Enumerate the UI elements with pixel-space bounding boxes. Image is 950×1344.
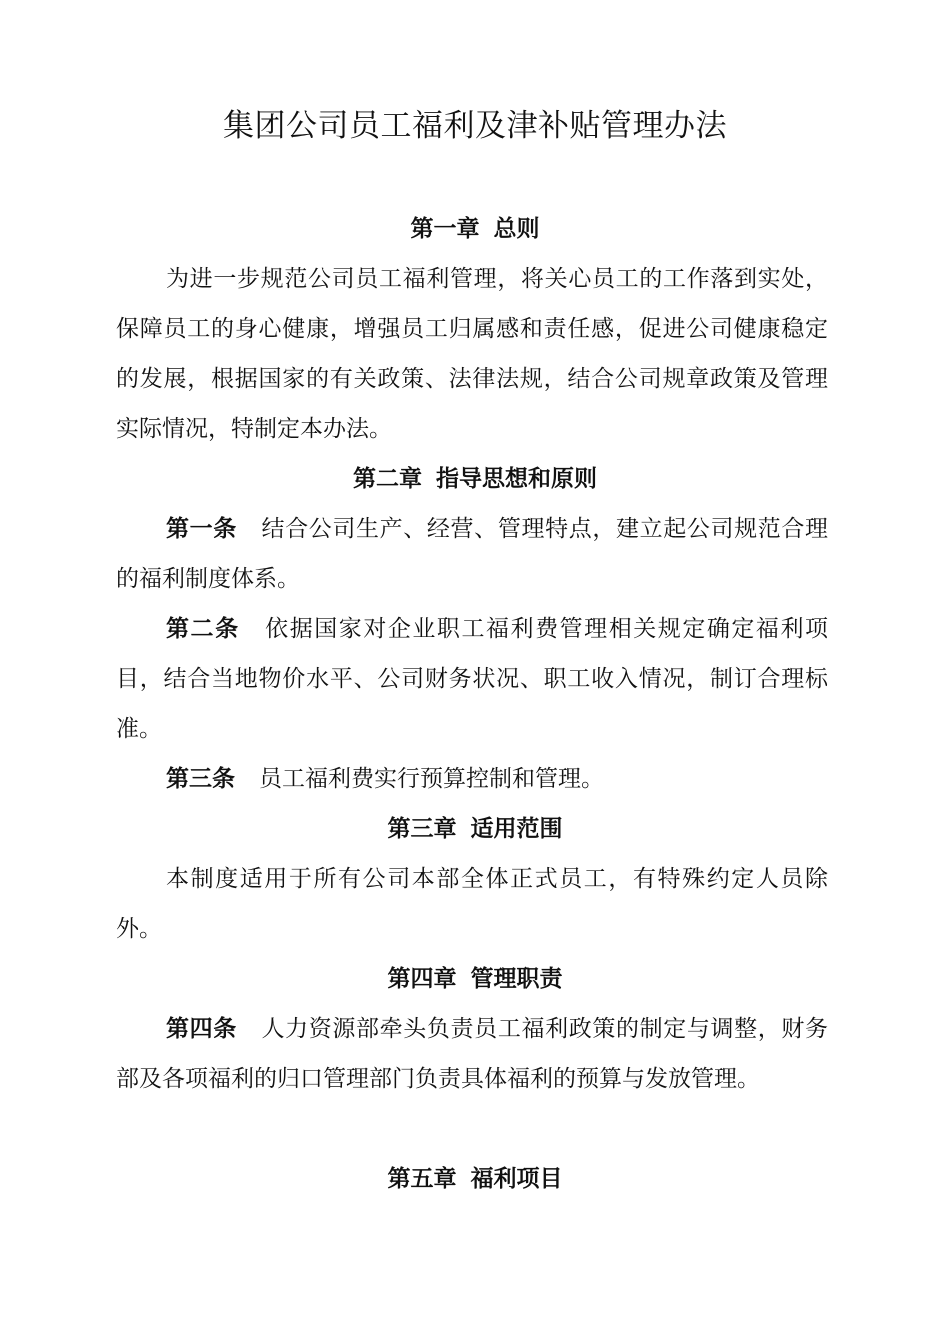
article-text: 结合公司生产、经营、管理特点，建立起公司规范合理的福利制度体系。 (116, 516, 829, 592)
article-label: 第一条 (166, 516, 237, 542)
chapter-name: 指导思想和原则 (436, 466, 597, 492)
article-label: 第三条 (166, 766, 235, 792)
chapter-number: 第一章 (410, 216, 480, 242)
article-1 (116, 504, 828, 604)
chapter-name: 总则 (493, 216, 540, 242)
chapter-2-heading (0, 454, 950, 504)
article-3 (116, 754, 828, 804)
article-text: 人力资源部牵头负责员工福利政策的制定与调整，财务部及各项福利的归口管理部门负责具体福利的预算与发放管理。 (116, 1016, 829, 1092)
chapter-3-paragraph: 本制度适用于所有公司本部全体正式员工，有特殊约定人员除外。 (116, 866, 828, 942)
chapter-name: 福利项目 (470, 1166, 563, 1192)
chapter-name: 适用范围 (470, 816, 563, 842)
chapter-number: 第五章 (387, 1166, 457, 1192)
chapter-4-heading (0, 954, 950, 1004)
article-text: 依据国家对企业职工福利费管理相关规定确定福利项目，结合当地物价水平、公司财务状况、职工收入情况，制订合理标准。 (116, 616, 829, 742)
chapter-name: 管理职责 (470, 966, 563, 992)
article-text: 员工福利费实行预算控制和管理。 (259, 766, 604, 792)
chapter-3-heading (0, 804, 950, 854)
chapter-1-heading (0, 204, 950, 254)
article-4 (116, 1004, 828, 1104)
chapter-5-heading (0, 1154, 950, 1204)
chapter-number: 第二章 (353, 466, 422, 492)
article-label: 第四条 (166, 1016, 237, 1042)
document-title: 集团公司员工福利及津补贴管理办法 (223, 108, 727, 144)
chapter-1-paragraph: 为进一步规范公司员工福利管理，将关心员工的工作落到实处，保障员工的身心健康，增强员工归属感和责任感，促进公司健康稳定的发展，根据国家的有关政策、法律法规，结合公司规章政策及管理实际情况，特制定本办法。 (116, 266, 828, 442)
article-2 (116, 604, 828, 754)
chapter-number: 第四章 (387, 966, 457, 992)
chapter-number: 第三章 (387, 816, 457, 842)
article-label: 第二条 (166, 616, 240, 642)
